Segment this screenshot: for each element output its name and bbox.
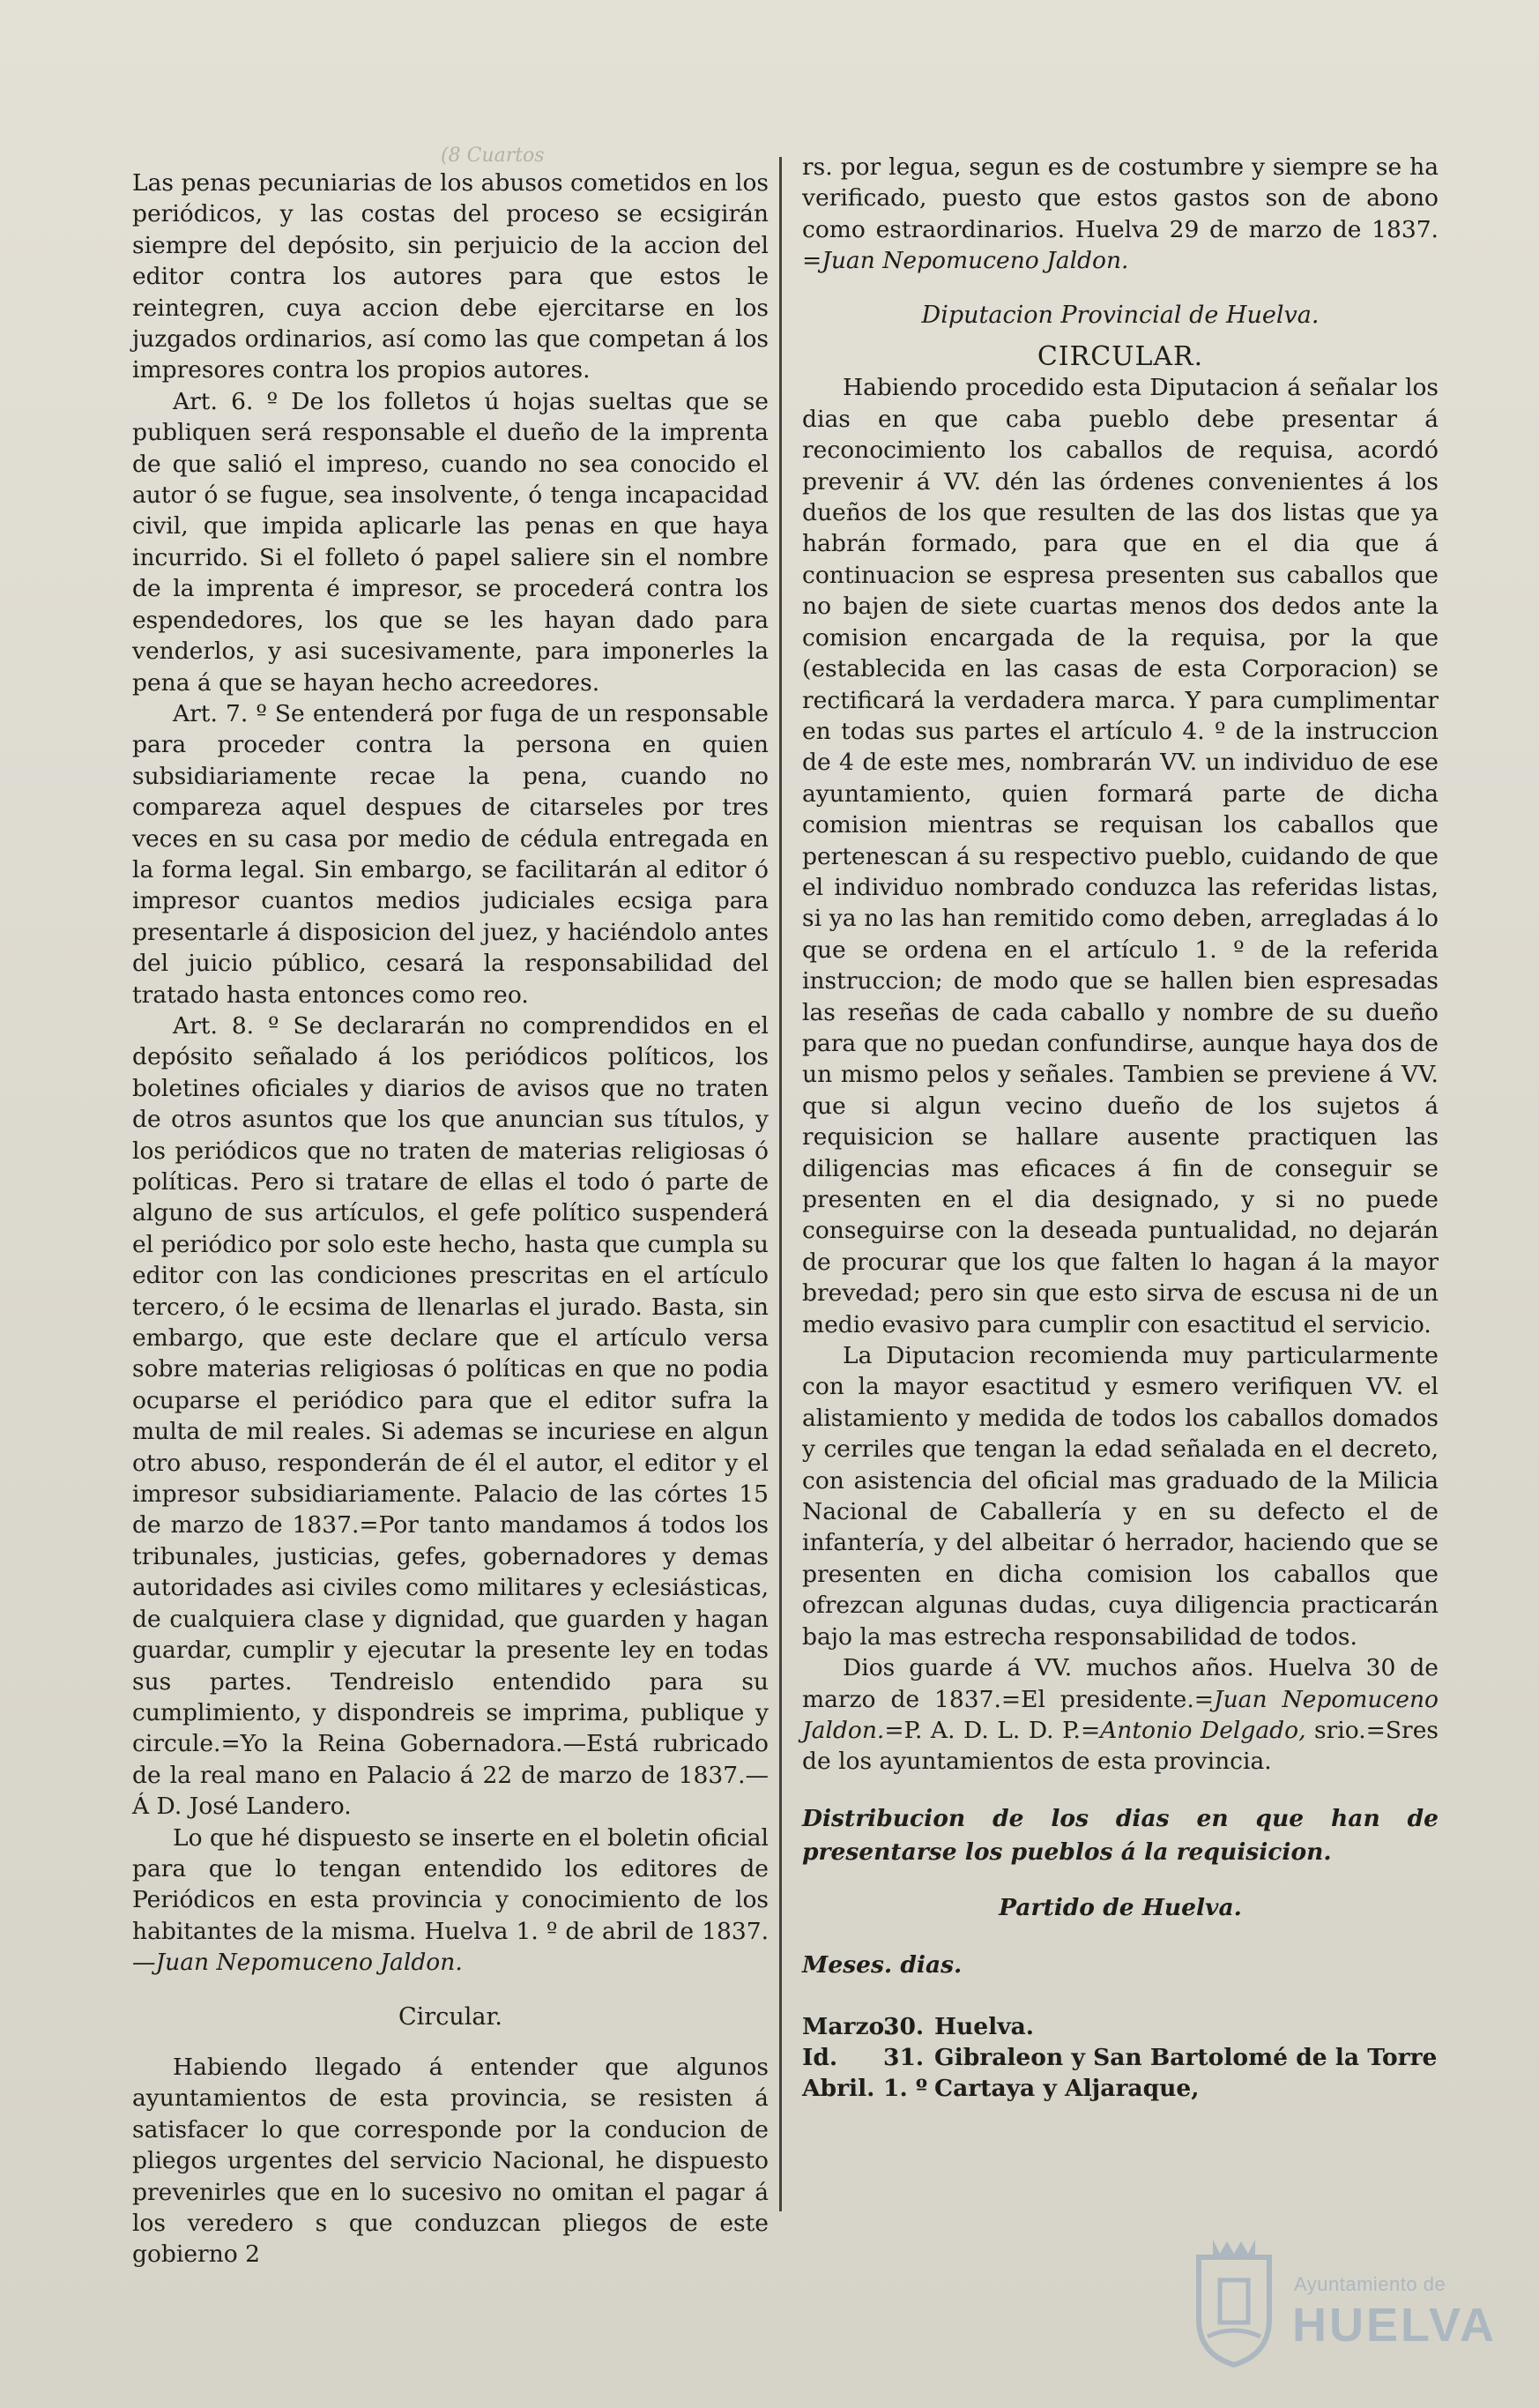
right-paragraph-closing	[802, 1652, 1439, 1778]
left-notice-signature: Juan Nepomuceno Jaldon.	[155, 1949, 463, 1977]
closing-president-name: Juan Nepomuceno Jaldon.	[802, 1685, 1439, 1744]
schedule-month: Id.	[802, 2043, 838, 2071]
header-ghost-text: (8 Cuartos	[441, 145, 545, 167]
left-paragraph-notice	[132, 1823, 769, 1979]
schedule-row	[802, 2042, 1439, 2073]
closing-text-e: srio.=Sres de los ayuntamientos de esta provincia.	[802, 1716, 1439, 1776]
right-p1-text: rs. por legua, segun es de costumbre y siempre se ha verificado, puesto que estos gastos son de abono como estraordinarios. Huelva 29 de marzo de 1837. =	[802, 153, 1439, 275]
schedule-row	[802, 2073, 1439, 2104]
diputacion-heading: Diputacion Provincial de Huelva.	[921, 301, 1320, 329]
column-divider	[779, 157, 782, 2211]
closing-secretary-name: Antonio Delgado,	[1100, 1716, 1306, 1744]
left-paragraph-art7: Art. 7. º Se entenderá por fuga de un responsable para proceder contra la persona en quien subsidiariamente recae la pena, cuando no compareza aquel despues de citarseles por tres veces en su casa por medio de cédula entregada en la forma legal. Sin embargo, se facilitarán al editor ó impresor cuantos medios judiciales ecsiga para presentarle á disposicion del juez, y haciéndolo antes del juicio público, cesará la responsabilidad del tratado hasta entonces como reo.	[132, 699, 769, 1009]
schedule-day: 1. º	[883, 2075, 928, 2103]
schedule-month: Abril.	[802, 2075, 875, 2103]
schedule-row	[802, 2011, 1439, 2042]
city-crest-icon	[1181, 2231, 1287, 2372]
left-circular-heading: Circular.	[398, 2002, 502, 2031]
schedule-month: Marzo.	[802, 2012, 892, 2040]
distribution-title: Distribucion de los dias en que han de presentarse los pueblos á la requisicion.	[802, 1804, 1439, 1866]
schedule-day: 30.	[883, 2012, 925, 2040]
left-paragraph-art6: Art. 6. º De los folletos ú hojas sueltas que se publiquen será responsable el dueño de la imprenta de que salió el impreso, cuando no sea conocido el autor ó se fugue, sea insolvente, ó tenga incapacidad civil, que impida aplicarle las penas en que haya incurrido. Si el folleto ó papel saliere sin el nombre de la imprenta é impresor, se procederá contra los espendedores, los que se les hayan dado para venderlos, y asi sucesivamente, para imponerles la pena á que se hayan hecho acreedores.	[132, 387, 769, 697]
right-paragraph-3: La Diputacion recomienda muy particularmente con la mayor esactitud y esmero verifiquen VV. el alistamiento y medida de todos los caballos domados y cerriles que tengan la edad señalada en el decreto, con asistencia del oficial mas graduado de la Milicia Nacional de Caballería y en su defecto el de infantería, y del albeitar ó herrador, haciendo que se presenten en dicha comision los caballos que ofrezcan algunas dudas, cuya diligencia practicarán bajo la mas estrecha responsabilidad de todos.	[802, 1342, 1439, 1651]
schedule-header: Meses. dias.	[802, 1951, 963, 1979]
right-circular-heading: CIRCULAR.	[1037, 341, 1204, 373]
left-paragraph-1: Las penas pecuniarias de los abusos cometidos en los periódicos, y las costas del proceso se ecsigirán siempre del depósito, sin perjuicio de la accion del editor contra los autores para que estos le reintegren, cuya accion debe ejercitarse en los juzgados ordinarios, así como las que competan á los impresores contra los propios autores.	[132, 169, 769, 384]
closing-text-c: =P. A. D. L. D. P.=	[884, 1716, 1101, 1744]
right-column	[802, 152, 1439, 2105]
left-paragraph-art8: Art. 8. º Se declararán no comprendidos en el depósito señalado á los periódicos políticos, los boletines oficiales y diarios de avisos que no traten de otros asuntos que los que anuncian sus títulos, y los periódicos que no traten de materias religiosas ó políticas. Pero si tratare de ellas el todo ó parte de alguno de sus artículos, el gefe político suspenderá el periódico por solo este hecho, hasta que cumpla su editor con las condiciones prescritas en el artículo tercero, ó le ecsima de llenarlas el jurado. Basta, sin embargo, que este declare que el artículo versa sobre materias religiosas ó políticas en que no podia ocuparse el periódico para que el editor sufra la multa de mil reales. Si ademas se incuriese en algun otro abuso, responderán de él el autor, el editor y el impresor subsidiariamente. Palacio de las córtes 15 de marzo de 1837.=Por tanto mandamos á todos los tribunales, justicias, gefes, gobernadores y demas autoridades asi civiles como militares y eclesiásticas, de cualquiera clase y dignidad, que guarden y hagan guardar, cumplir y ejecutar la presente ley en todas sus partes. Tendreislo entendido para su cumplimiento, y dispondreis se imprima, publique y circule.=Yo la Reina Gobernadora.—Está rubricado de la real mano en Palacio á 22 de marzo de 1837.—Á D. José Landero.	[132, 1011, 769, 1821]
right-p1-signature: Juan Nepomuceno Jaldon.	[822, 247, 1129, 275]
left-paragraph-circular: Habiendo llegado á entender que algunos ayuntamientos de esta provincia, se resisten á satisfacer lo que corresponde por la conducion de pliegos urgentes del servicio Nacional, he dispuesto prevenirles que en lo sucesivo no omitan el pagar á los veredero s que conduzcan pliegos de este gobierno 2	[132, 2053, 769, 2269]
logo-label-big: HUELVA	[1292, 2299, 1497, 2352]
left-notice-text: Lo que hé dispuesto se inserte en el boletin oficial para que lo tengan entendido los editores de Periódicos en esta provincia y conocimiento de los habitantes de la misma. Huelva 1. º de abril de 1837.—	[132, 1823, 769, 1977]
left-column	[132, 168, 769, 2270]
partido-heading: Partido de Huelva.	[999, 1893, 1242, 1921]
ayuntamiento-huelva-logo	[1181, 2231, 1497, 2381]
logo-label-small: Ayuntamiento de	[1294, 2273, 1446, 2295]
closing-text-a: Dios guarde á VV. muchos años. Huelva 30 de marzo de 1837.=El presidente.=	[802, 1654, 1439, 1713]
right-paragraph-2: Habiendo procedido esta Diputacion á señalar los dias en que caba pueblo debe presentar á reconocimiento los caballos de requisa, acordó prevenir á VV. dén las órdenes convenientes á los dueños de los que resulten de las dos listas que ya habrán formado, para que en el dia que á continuacion se espresa presenten sus caballos que no bajen de siete cuartas menos dos dedos ante la comision encargada de la requisa, por la que (establecida en las casas de esta Corporacion) se rectificará la verdadera marca. Y para cumplimentar en todas sus partes el artículo 4. º de la instruccion de 4 de este mes, nombrarán VV. un individuo de ese ayuntamiento, quien formará parte de dicha comision mientras se requisan los caballos que pertenescan á su respectivo pueblo, cuidando de que el individuo nombrado conduzca las referidas listas, si ya no las han remitido como deben, arregladas á lo que se ordena en el artículo 1. º de la referida instruccion; de modo que se hallen bien espresadas las reseñas de cada caballo y nombre de su dueño para que no puedan confundirse, aunque haya dos de un mismo pelos y señales. Tambien se previene á VV. que si algun vecino dueño de los sujetos á requisicion se hallare ausente practiquen las diligencias mas eficaces á fin de conseguir se presenten en el dia designado, y si no puede conseguirse con la deseada puntualidad, no dejarán de procurar que los que falten lo hagan á la mayor brevedad; pero sin que esto sirva de escusa ni de un medio evasivo para cumplir con esactitud el servicio.	[802, 374, 1439, 1338]
schedule-place: Gibraleon y San Bartolomé de la Torre	[934, 2043, 1438, 2071]
right-paragraph-1	[802, 152, 1439, 277]
schedule-place: Cartaya y Aljaraque,	[934, 2075, 1200, 2103]
schedule-day: 31.	[883, 2043, 925, 2071]
schedule-place: Huelva.	[934, 2012, 1035, 2040]
